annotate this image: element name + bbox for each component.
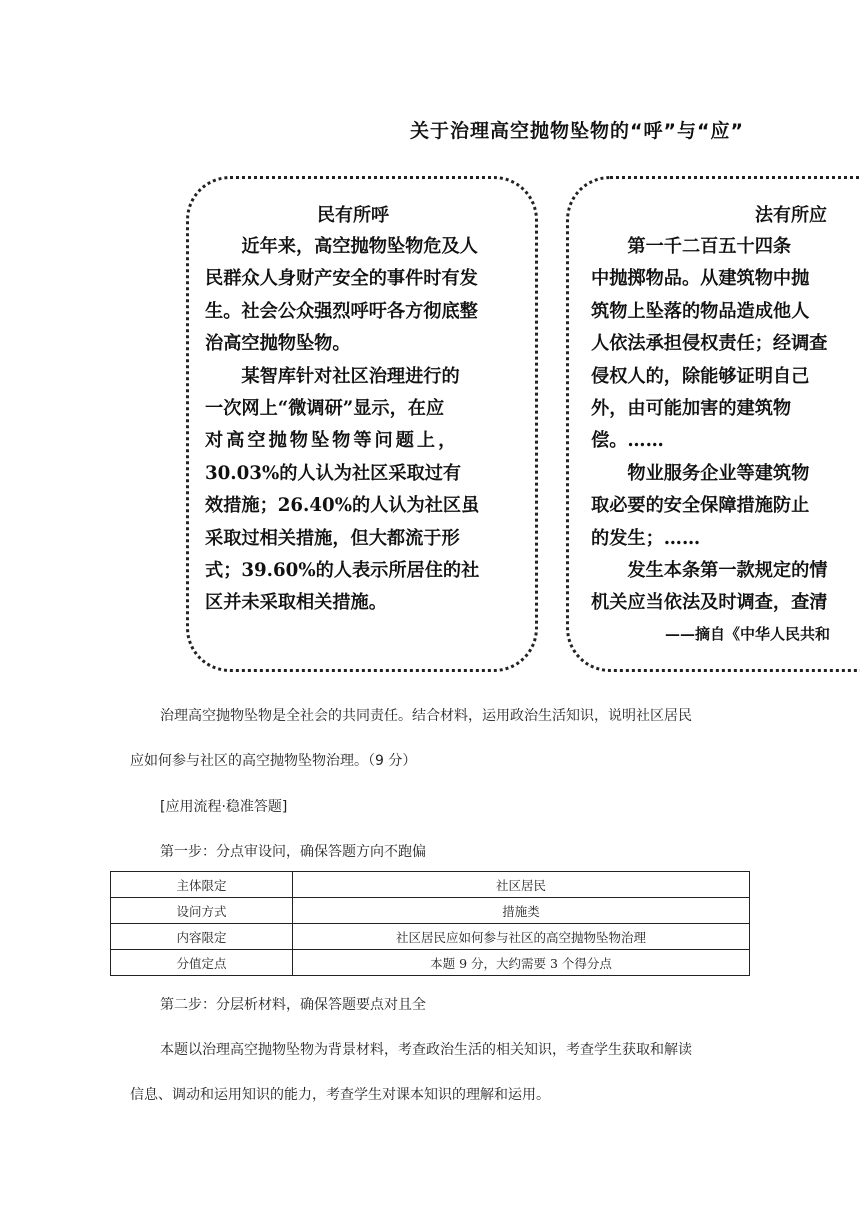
table-cell-value: 措施类 bbox=[293, 898, 750, 924]
panel-attribution: ——摘自《中华人民共和 bbox=[665, 625, 831, 643]
panel-line: 第一千二百五十四条 bbox=[591, 236, 792, 257]
table-row bbox=[111, 872, 750, 898]
panel-line: 近年来，高空抛物坠物危及人 bbox=[205, 236, 478, 257]
panel-law-response-heading: 法有所应 bbox=[755, 205, 827, 226]
panel-line: 筑物上坠落的物品造成他人 bbox=[591, 300, 810, 322]
panel-line: 侵权人的，除能够证明自己 bbox=[591, 365, 810, 387]
panel-line: 取必要的安全保障措施防止 bbox=[591, 495, 810, 517]
panel-line: 偿。…… bbox=[591, 430, 664, 452]
panel-public-call bbox=[186, 176, 538, 672]
panel-line: 外，由可能加害的建筑物 bbox=[591, 398, 792, 420]
analysis-table bbox=[110, 871, 750, 976]
table-cell-label: 分值定点 bbox=[111, 950, 293, 976]
panel-line: 生。社会公众强烈呼吁各方彻底整 bbox=[205, 300, 478, 322]
step-2-heading: 第二步：分层析材料，确保答题要点对且全 bbox=[160, 997, 426, 1013]
panel-line: 发生本条第一款规定的情 bbox=[591, 560, 828, 582]
panel-line: 中抛掷物品。从建筑物中抛 bbox=[591, 268, 810, 290]
panel-public-call-heading: 民有所呼 bbox=[317, 205, 389, 226]
panel-line: 一次网上“微调研”显示，在应 bbox=[205, 398, 445, 420]
panel-line: 民群众人身财产安全的事件时有发 bbox=[205, 268, 478, 290]
table-cell-value: 社区居民 bbox=[293, 872, 750, 898]
question-line-2: 应如何参与社区的高空抛物坠物治理。（9 分） bbox=[130, 753, 417, 769]
panel-line: 的发生；…… bbox=[591, 527, 701, 549]
step-1-heading: 第一步：分点审设问，确保答题方向不跑偏 bbox=[160, 844, 426, 860]
panel-line: 30.03%的人认为社区采取过有 bbox=[205, 462, 462, 484]
table-cell-value: 本题 9 分，大约需要 3 个得分点 bbox=[293, 950, 750, 976]
table-cell-label: 主体限定 bbox=[111, 872, 293, 898]
table-row bbox=[111, 950, 750, 976]
panel-line: 采取过相关措施，但大都流于形 bbox=[205, 527, 460, 549]
panel-line: 人依法承担侵权责任；经调查 bbox=[591, 333, 828, 355]
table-cell-label: 内容限定 bbox=[111, 924, 293, 950]
figure-title: 关于治理高空抛物坠物的“呼”与“应” bbox=[410, 120, 744, 142]
panel-public-call-body bbox=[205, 231, 525, 620]
panel-line: 治高空抛物坠物。 bbox=[205, 333, 351, 355]
table-cell-label: 设问方式 bbox=[111, 898, 293, 924]
panel-law-response-body bbox=[591, 231, 827, 620]
table-cell-value: 社区居民应如何参与社区的高空抛物坠物治理 bbox=[293, 924, 750, 950]
panel-line: 某智库针对社区治理进行的 bbox=[205, 365, 460, 387]
question-line-1: 治理高空抛物坠物是全社会的共同责任。结合材料，运用政治生活知识，说明社区居民 bbox=[160, 708, 692, 724]
table-row bbox=[111, 898, 750, 924]
panel-line: 对高空抛物坠物等问题上， bbox=[205, 430, 460, 452]
flow-label: [应用流程·稳准答题] bbox=[160, 799, 288, 815]
panel-line: 区并未采取相关措施。 bbox=[205, 592, 387, 614]
panel-law-response bbox=[566, 176, 860, 672]
table-row bbox=[111, 924, 750, 950]
analysis-line-1: 本题以治理高空抛物坠物为背景材料，考查政治生活的相关知识，考查学生获取和解读 bbox=[160, 1042, 692, 1058]
panel-line: 机关应当依法及时调查，查清 bbox=[591, 592, 828, 614]
panel-line: 效措施；26.40%的人认为社区虽 bbox=[205, 495, 480, 517]
panel-line: 物业服务企业等建筑物 bbox=[591, 462, 810, 484]
panel-line: 式；39.60%的人表示所居住的社 bbox=[205, 560, 480, 582]
analysis-line-2: 信息、调动和运用知识的能力，考查学生对课本知识的理解和运用。 bbox=[130, 1087, 550, 1103]
